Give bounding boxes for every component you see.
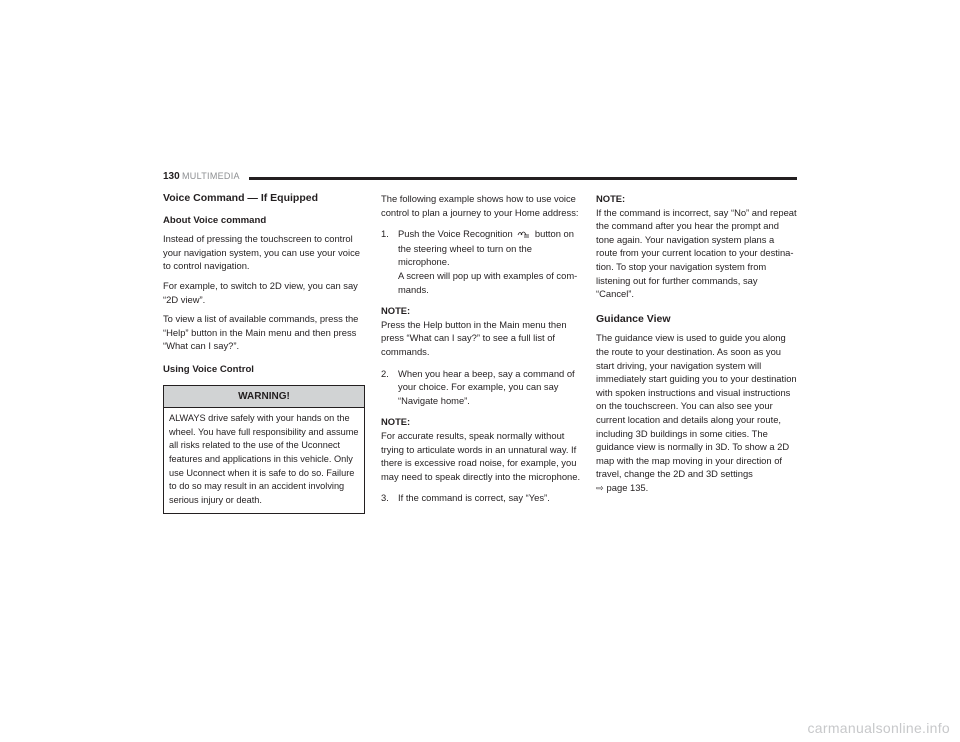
page-reference-link[interactable]: page 135. xyxy=(606,481,649,493)
guidance-heading: Guidance View xyxy=(596,312,671,325)
column-3 xyxy=(596,192,797,501)
step-1 xyxy=(381,227,581,296)
note-2 xyxy=(381,415,581,483)
warning-text: ALWAYS drive safely with your hands on the wheel. You have full responsibility and assume all risks related to the use of the Uconnect features and applications in this vehicle. Only use Uconnect when it is safe to do so. Failure to do so may result in an accident involving serious injury or death. xyxy=(169,413,359,505)
using-heading: Using Voice Control xyxy=(163,363,254,375)
note-text: For accurate results, speak normally without trying to articulate words in an unnatural way. If there is excessive road noise, for example, you may need to speak directly into the microphone. xyxy=(381,429,581,482)
intro-paragraph: The following example shows how to use voice control to plan a journey to your Home address: xyxy=(381,193,579,218)
column-2 xyxy=(381,192,581,513)
section-name: MULTIMEDIA xyxy=(182,171,240,181)
note-label: NOTE: xyxy=(381,305,411,317)
step-text: When you hear a beep, say a command of your choice. For example, you can say “Navigate home”. xyxy=(398,367,575,406)
paragraph-3: To view a list of available commands, press the “Help” button in the Main menu and then press “What can I say?”. xyxy=(163,313,359,352)
step-number: 3. xyxy=(381,492,389,504)
header-rule xyxy=(249,177,797,180)
step-3 xyxy=(381,491,581,505)
warning-box xyxy=(163,385,365,515)
page-number: 130 xyxy=(163,171,180,182)
step-number: 1. xyxy=(381,228,389,240)
note-label: NOTE: xyxy=(596,193,626,204)
page-header xyxy=(163,171,797,185)
step-1-text-a: Push the Voice Recognition xyxy=(398,228,513,240)
note-3 xyxy=(596,192,797,301)
paragraph-1: Instead of pressing the touchscreen to control your navigation system, you can use your voice to control navigation. xyxy=(163,233,360,272)
watermark: carmanualsonline.info xyxy=(807,720,950,736)
step-2 xyxy=(381,367,581,408)
warning-heading: WARNING! xyxy=(164,386,364,409)
column-1 xyxy=(163,192,365,514)
step-1-text-c: A screen will pop up with examples of com-mands. xyxy=(398,269,578,295)
paragraph-2: For example, to switch to 2D view, you can say “2D view”. xyxy=(163,279,358,305)
note-text: Press the Help button in the Main menu then press “What can I say?” to see a full list of commands. xyxy=(381,318,567,357)
guidance-text: The guidance view is used to guide you along the route to your destination. As soon as you start driving, your navigation system will immediately start guiding you to your destination with spoken instructions and visual instructions on the touchscreen. You can also see your current location and details along your route, including 3D buildings in some cities. The guidance view is normally in 3D. To show a 2D map with the map moving in your direction of travel, change the 2D and 3D settings xyxy=(596,332,797,480)
guidance-paragraph xyxy=(596,331,797,495)
about-heading: About Voice command xyxy=(163,214,267,226)
step-text: If the command is correct, say “Yes”. xyxy=(398,492,550,504)
page-reference-arrow-icon: ⇨ xyxy=(596,482,604,493)
section-title: Voice Command — If Equipped xyxy=(163,192,318,204)
note-label: NOTE: xyxy=(381,416,411,428)
voice-recognition-icon xyxy=(517,228,530,242)
step-number: 2. xyxy=(381,367,389,379)
note-1 xyxy=(381,304,581,358)
step-text xyxy=(398,227,581,296)
step-1-text-b: button on the steering wheel to turn on the microphone. xyxy=(398,228,574,268)
note-text: If the command is incorrect, say “No” and repeat the command after you hear the prompt and tone again. Your navigation system plans a route from your current location to your destina-tion. To stop your navigation system from listening out for further commands, say “Cancel”. xyxy=(596,206,797,300)
